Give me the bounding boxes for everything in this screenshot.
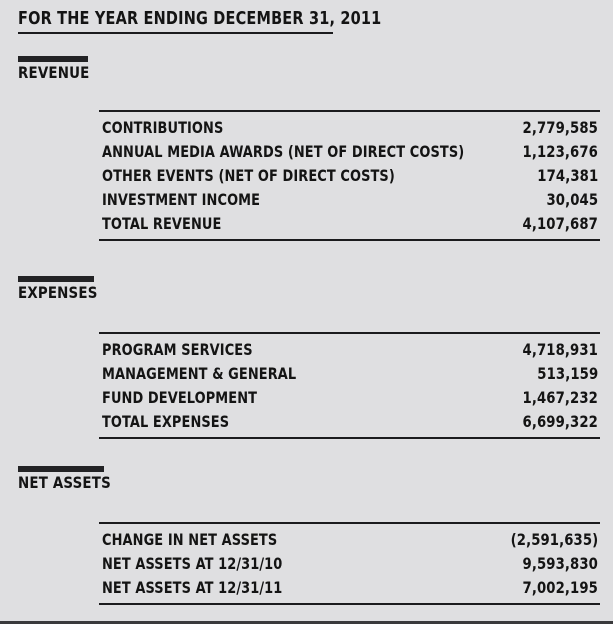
table-expenses [99,332,600,439]
row-value: 4,718,931 [522,340,598,359]
table-row [99,188,600,212]
table-row [99,333,600,362]
page-title: FOR THE YEAR ENDING DECEMBER 31, 2011 [18,9,382,29]
table-row [99,576,600,604]
section-heading-expenses [18,276,104,301]
row-value: 7,002,195 [522,578,598,597]
title-underline [18,32,333,34]
table-row [99,362,600,386]
row-value: 513,159 [537,364,598,383]
row-label: CONTRIBUTIONS [102,118,224,137]
table-row [99,523,600,552]
row-label: INVESTMENT INCOME [102,190,261,209]
table-row-total [99,212,600,240]
row-label: CHANGE IN NET ASSETS [102,530,278,549]
row-label: FUND DEVELOPMENT [102,388,258,407]
table-net-assets [99,522,600,605]
section-bar-expenses [18,276,94,282]
row-label: OTHER EVENTS (NET OF DIRECT COSTS) [102,166,395,185]
row-value-negative: (2,591,635) [510,530,598,549]
section-label-expenses: EXPENSES [18,283,98,302]
row-label: ANNUAL MEDIA AWARDS (NET OF DIRECT COSTS) [102,142,465,161]
section-label-revenue: REVENUE [18,63,90,82]
row-value: 6,699,322 [522,412,598,431]
row-label: TOTAL EXPENSES [102,412,230,431]
table-row [99,552,600,576]
row-label: PROGRAM SERVICES [102,340,253,359]
section-bar-net-assets [18,466,104,472]
row-label: TOTAL REVENUE [102,214,222,233]
row-value: 1,467,232 [522,388,598,407]
row-label: MANAGEMENT & GENERAL [102,364,297,383]
section-heading-net-assets [18,466,118,491]
row-value: 2,779,585 [522,118,598,137]
row-label: NET ASSETS AT 12/31/10 [102,554,283,573]
row-value: 4,107,687 [522,214,598,233]
section-heading-revenue [18,56,95,81]
section-label-net-assets: NET ASSETS [18,473,111,492]
table-revenue [99,110,600,241]
table-row-total [99,410,600,438]
table-row [99,140,600,164]
section-bar-revenue [18,56,88,62]
table-row [99,111,600,140]
table-row [99,386,600,410]
table-row [99,164,600,188]
row-value: 1,123,676 [522,142,598,161]
row-label: NET ASSETS AT 12/31/11 [102,578,283,597]
row-value: 174,381 [537,166,598,185]
row-value: 30,045 [546,190,598,209]
row-value: 9,593,830 [522,554,598,573]
